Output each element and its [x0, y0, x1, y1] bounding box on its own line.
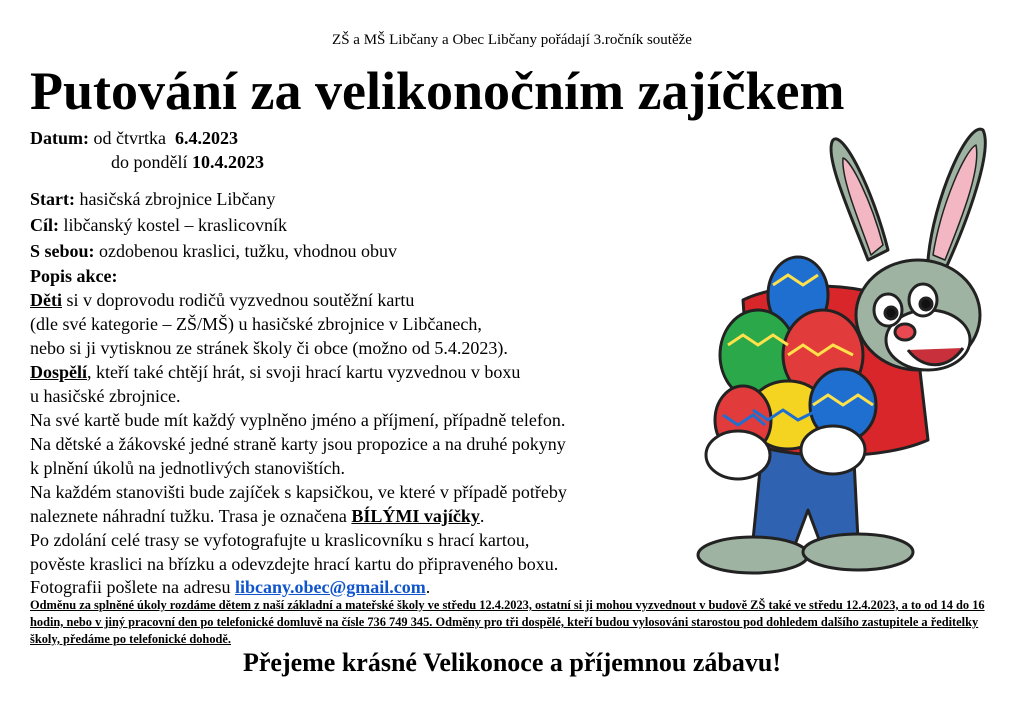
white-eggs-marker: BÍLÝMI vajíčky	[351, 506, 480, 526]
trail-period: .	[479, 506, 485, 526]
finish-row	[30, 214, 287, 236]
start-label: Start:	[30, 189, 75, 209]
start-row	[30, 188, 275, 210]
adults-rest: , kteří také chtějí hrát, si svoji hrací kartu vyzvednou v boxu	[87, 362, 521, 382]
adults-word: Dospělí	[30, 362, 88, 382]
body-line-5: u hasičské zbrojnice.	[30, 386, 181, 406]
description-label: Popis akce:	[30, 266, 118, 286]
date-to-text: do pondělí	[111, 152, 188, 172]
finish-label: Cíl:	[30, 215, 59, 235]
body-line-12: pověste kraslici na břízku a odevzdejte hrací kartu do připraveného boxu.	[30, 554, 559, 574]
body-line-3: nebo si ji vytisknou ze stránek školy či obce (možno od 5.4.2023).	[30, 338, 508, 358]
body-line-11: Po zdolání celé trasy se vyfotografujte u kraslicovníku s hrací kartou,	[30, 530, 530, 550]
date-from-row	[30, 127, 238, 149]
page-title: Putování za velikonočním zajíčkem	[30, 61, 845, 121]
body-line-6: Na své kartě bude mít každý vyplněno jméno a příjmení, případně telefon.	[30, 410, 566, 430]
kids-rest: si v doprovodu rodičů vyzvednou soutěžní kartu	[66, 290, 415, 310]
easter-bunny-with-eggs-icon	[683, 110, 993, 585]
body-line-8: k plnění úkolů na jednotlivých stanovištích.	[30, 458, 345, 478]
email-link[interactable]: libcany.obec@gmail.com	[234, 577, 426, 597]
date-label: Datum:	[30, 128, 89, 148]
body-line-4	[30, 361, 520, 383]
event-organizer-subtitle: ZŠ a MŠ Libčany a Obec Libčany pořádají 3.ročník soutěže	[332, 32, 692, 48]
closing-wish: Přejeme krásné Velikonoce a příjemnou zábavu!	[242, 648, 781, 677]
reward-note: Odměnu za splněné úkoly rozdáme dětem z naší základní a mateřské školy ve středu 12.4.2023, ostatní si ji mohou vyzvednout v budově ZŠ také ve středu 12.4.2023, a to od 14 do 16 hodin, nebo v jiný pracovní den po telefonické domluvě na čísle 736 749 345. Odměny pro tři dospělé, kteří budou vylosováni starostou pod dohledem dalšího zastupitele a ředitelky školy, předáme po telefonické dohodě.	[30, 598, 985, 646]
kids-word: Děti	[30, 290, 62, 310]
photo-text: Fotografii pošlete na adresu	[30, 577, 231, 597]
bring-label: S sebou:	[30, 241, 95, 261]
start-value: hasičská zbrojnice Libčany	[79, 189, 276, 209]
date-to-value: 10.4.2023	[192, 152, 264, 172]
body-line-7: Na dětské a žákovské jedné straně karty jsou propozice a na druhé pokyny	[30, 434, 566, 454]
photo-line	[30, 576, 430, 598]
finish-value: libčanský kostel – kraslicovník	[63, 215, 287, 235]
bring-value: ozdobenou kraslici, tužku, vhodnou obuv	[99, 241, 397, 261]
date-from-value: 6.4.2023	[174, 128, 238, 148]
body-line-1	[30, 289, 414, 311]
body-line-10	[30, 505, 484, 527]
photo-period: .	[425, 577, 431, 597]
trail-text: naleznete náhradní tužku. Trasa je označena	[30, 506, 347, 526]
bring-row	[30, 240, 397, 262]
body-line-9: Na každém stanovišti bude zajíček s kapsičkou, ve které v případě potřeby	[30, 482, 567, 502]
body-line-2: (dle své kategorie – ZŠ/MŠ) u hasičské zbrojnice v Libčanech,	[30, 314, 482, 334]
date-from-text: od čtvrtka	[93, 128, 166, 148]
date-to-row	[111, 151, 264, 173]
